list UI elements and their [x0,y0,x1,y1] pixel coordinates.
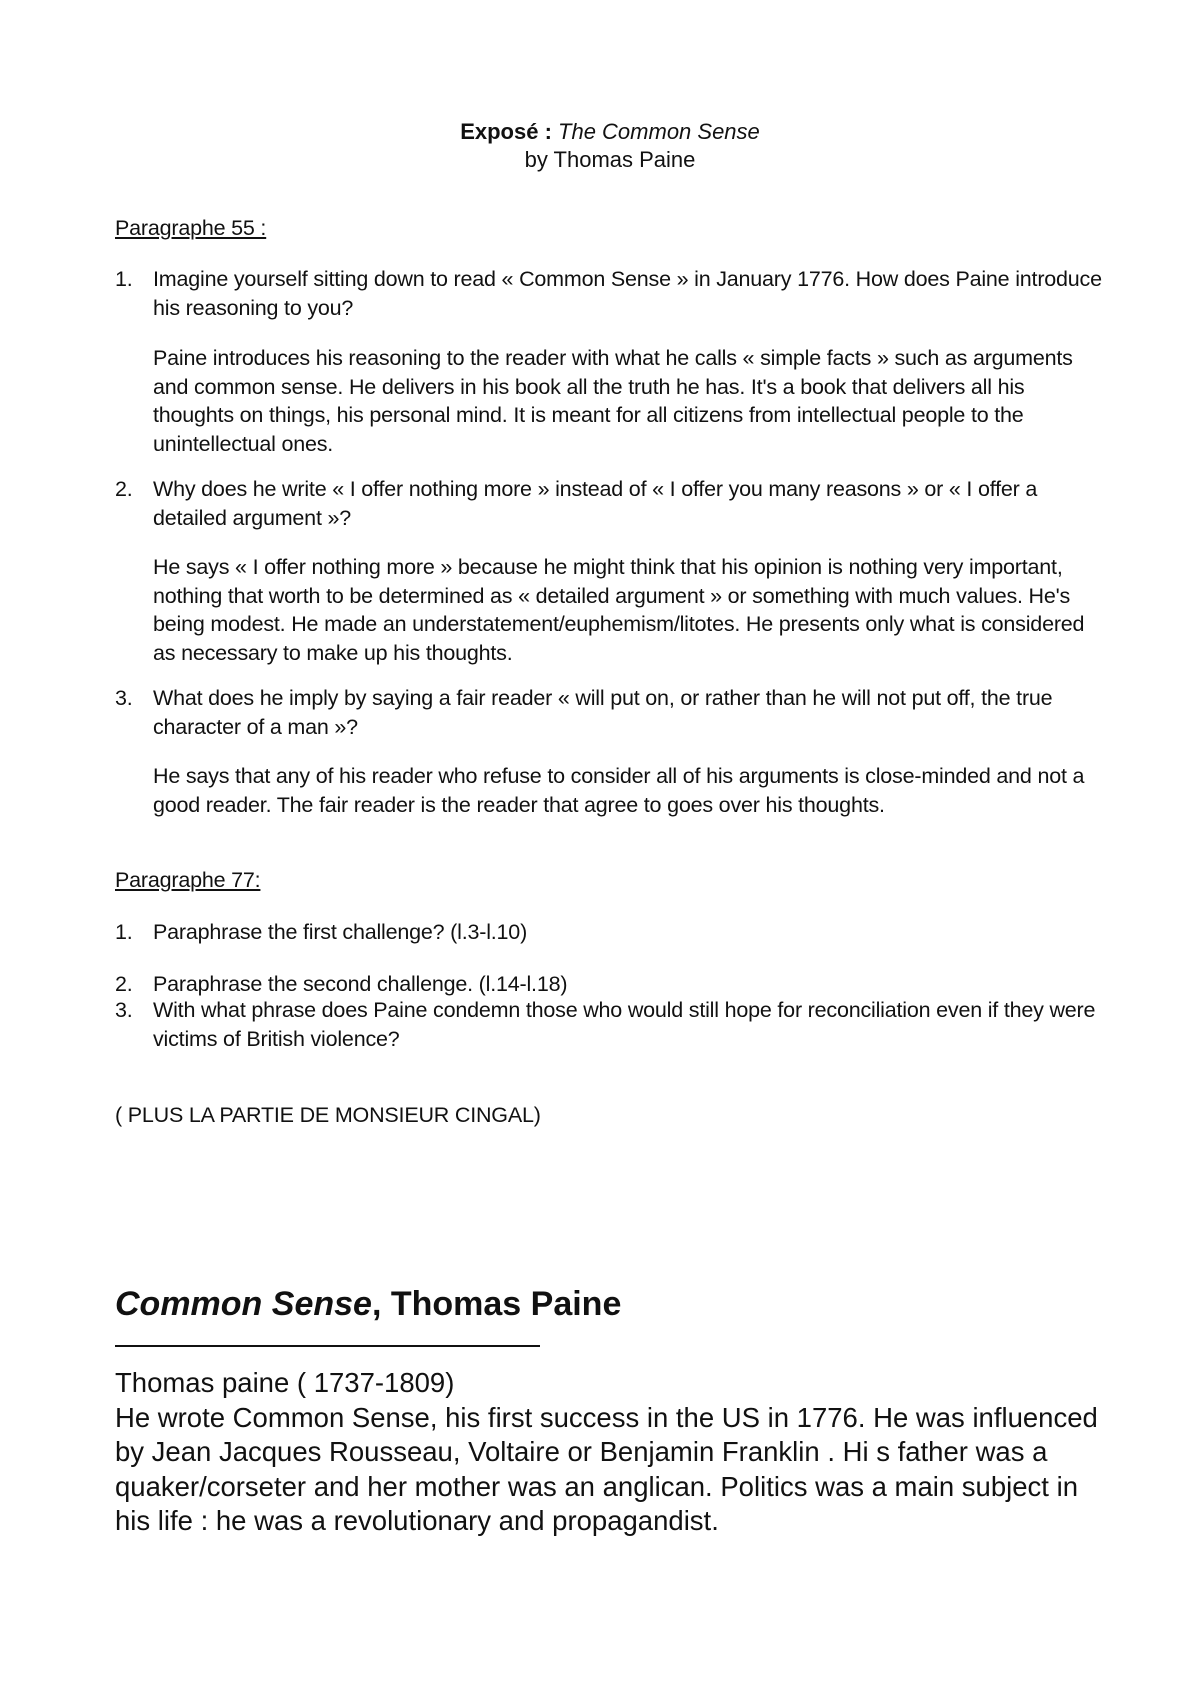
item-number: 2. [115,477,133,501]
item-number: 3. [115,998,133,1022]
item-number: 1. [115,267,133,291]
title-bold: Exposé : [460,119,559,144]
question-item [115,265,1105,322]
question-item [115,475,1105,532]
second-title-rest: , Thomas Paine [371,1285,622,1323]
byline: by Thomas Paine [524,147,696,172]
second-part-title [115,1285,621,1324]
question-text: Why does he write « I offer nothing more » instead of « I offer you many reasons » or « I offer a detailed argument »? [153,477,1038,530]
question-text: Paraphrase the first challenge? (l.3-l.10) [153,920,528,944]
question-text: Imagine yourself sitting down to read « Common Sense » in January 1776. How does Paine introduce his reasoning to you? [153,267,1102,320]
question-text: With what phrase does Paine condemn those who would still hope for reconciliation even if they were victims of British violence? [153,998,1096,1051]
second-title-italic: Common Sense [115,1285,372,1323]
question-text: What does he imply by saying a fair reader « will put on, or rather than he will not put off, the true character of a man »? [153,686,1053,739]
item-number: 1. [115,920,133,944]
answer-text: He says « I offer nothing more » because he might think that his opinion is nothing very important, nothing that worth to be determined as « detailed argument » or something with much values. He's being modest. He made an understatement/euphemism/litotes. He presents only what is considered as necessary to make up his thoughts. [153,555,1085,665]
document-title [115,118,1105,146]
title-italic: The Common Sense [558,119,760,144]
bio-heading: Thomas paine ( 1737-1809) [115,1367,455,1398]
item-number: 2. [115,972,133,996]
question-item [115,918,1105,947]
answer-text: He says that any of his reader who refuse to consider all of his arguments is close-minded and not a good reader. The fair reader is the reader that agree to goes over his thoughts. [153,764,1085,817]
section-heading-77: Paragraphe 77: [115,868,261,892]
item-number: 3. [115,686,133,710]
question-item [115,684,1105,741]
question-item [115,970,1105,999]
question-item [115,996,1105,1053]
question-text: Paraphrase the second challenge. (l.14-l.18) [153,972,568,996]
bio-text: He wrote Common Sense, his first success in the US in 1776. He was influenced by Jean Jacques Rousseau, Voltaire or Benjamin Franklin . Hi s father was a quaker/corseter and her mother was an anglican. Politics was a main subject in his life : he was a revolutionary and propagandist. [115,1401,1098,1536]
biography-block [115,1366,1100,1539]
document-header [115,118,1105,174]
section-heading-55: Paragraphe 55 : [115,216,267,240]
answer-text: Paine introduces his reasoning to the reader with what he calls « simple facts » such as arguments and common sense. He delivers in his book all the truth he has. It's a book that delivers all his thoughts on things, his personal mind. It is meant for all citizens from intellectual people to the unintellectual ones. [153,346,1073,456]
horizontal-rule [115,1345,540,1347]
note-text: ( PLUS LA PARTIE DE MONSIEUR CINGAL) [115,1103,541,1127]
